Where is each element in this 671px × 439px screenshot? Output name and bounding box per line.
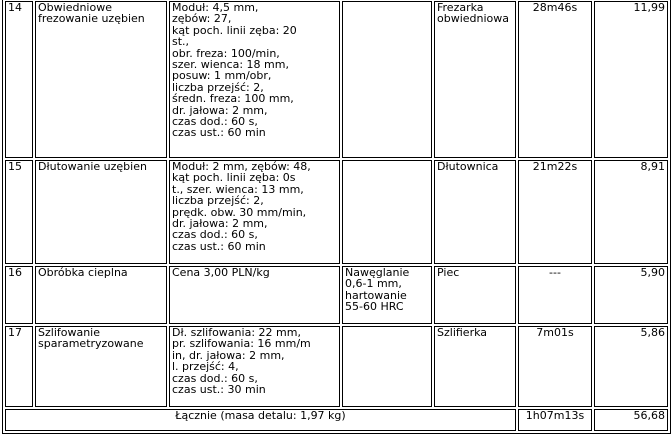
op-heat-treatment: Nawęglanie 0,6-1 mm, hartowanie 55-60 HRC bbox=[342, 266, 432, 324]
op-machine: Frezarka obwiedniowa bbox=[434, 1, 516, 158]
op-number: 17 bbox=[5, 326, 33, 407]
op-time: 7m01s bbox=[518, 326, 592, 407]
table-row bbox=[5, 266, 668, 324]
op-time: 28m46s bbox=[518, 1, 592, 158]
op-number: 16 bbox=[5, 266, 33, 324]
op-name: Obwiedniowe frezowanie uzębien bbox=[35, 1, 167, 158]
op-cost: 5,86 bbox=[594, 326, 668, 407]
op-params: Moduł: 4,5 mm, zębów: 27, kąt poch. linii zęba: 20 st., obr. freza: 100/min, szer. wienca: 18 mm, posuw: 1 mm/obr, liczba przejść: 2, średn. freza: 100 mm, dr. jałowa: 2 mm, czas dod.: 60 s, czas ust.: 60 min bbox=[169, 1, 340, 158]
op-params: Moduł: 2 mm, zębów: 48, kąt poch. linii zęba: 0s t., szer. wienca: 13 mm, liczba przejść: 2, prędk. obw. 30 mm/min, dr. jałowa: 2 mm, czas dod.: 60 s, czas ust.: 60 min bbox=[169, 160, 340, 264]
op-cost: 5,90 bbox=[594, 266, 668, 324]
op-time: --- bbox=[518, 266, 592, 324]
op-time: 21m22s bbox=[518, 160, 592, 264]
op-machine: Szlifierka bbox=[434, 326, 516, 407]
op-machine: Piec bbox=[434, 266, 516, 324]
op-machine: Dłutownica bbox=[434, 160, 516, 264]
op-heat-treatment bbox=[342, 1, 432, 158]
total-label: Łącznie (masa detalu: 1,97 kg) bbox=[5, 409, 516, 431]
op-params: Dł. szlifowania: 22 mm, pr. szlifowania: 16 mm/m in, dr. jałowa: 2 mm, l. przejść: 4, czas dod.: 60 s, czas ust.: 30 min bbox=[169, 326, 340, 407]
op-heat-treatment bbox=[342, 160, 432, 264]
table-row bbox=[5, 1, 668, 158]
total-row bbox=[5, 409, 668, 431]
op-name: Obróbka cieplna bbox=[35, 266, 167, 324]
table-row bbox=[5, 160, 668, 264]
total-time: 1h07m13s bbox=[518, 409, 592, 431]
total-cost: 56,68 bbox=[594, 409, 668, 431]
table-row bbox=[5, 326, 668, 407]
operations-table bbox=[2, 0, 671, 434]
op-number: 14 bbox=[5, 1, 33, 158]
op-cost: 8,91 bbox=[594, 160, 668, 264]
op-name: Dłutowanie uzębien bbox=[35, 160, 167, 264]
op-number: 15 bbox=[5, 160, 33, 264]
op-cost: 11,99 bbox=[594, 1, 668, 158]
op-name: Szlifowanie sparametryzowane bbox=[35, 326, 167, 407]
op-params: Cena 3,00 PLN/kg bbox=[169, 266, 340, 324]
op-heat-treatment bbox=[342, 326, 432, 407]
